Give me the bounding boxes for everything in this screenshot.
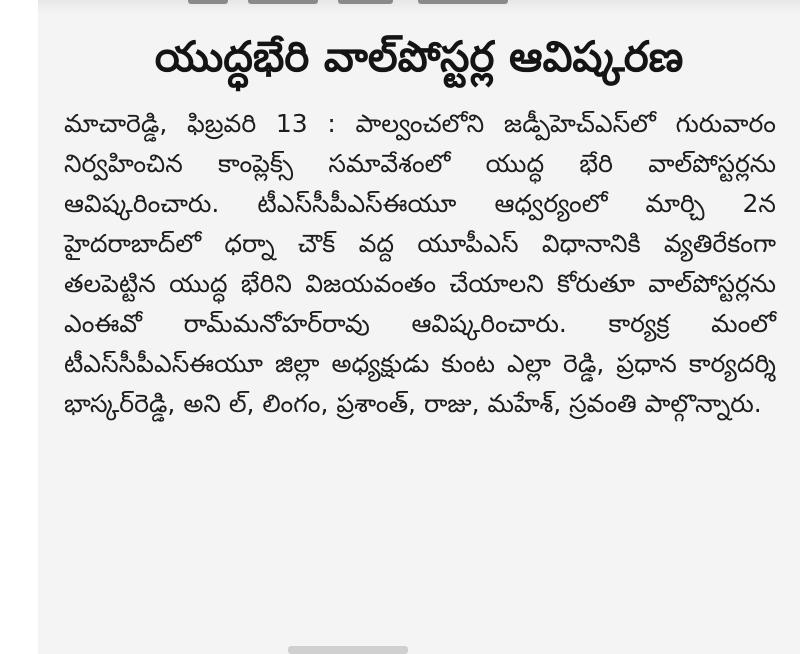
cropped-next-text bbox=[288, 646, 408, 654]
cropped-text-fragment bbox=[248, 0, 318, 4]
article-body: మాచారెడ్డి, ఫిబ్రవరి 13 : పాల్వంచలోని జడ్పీహెచ్‌ఎస్‌లో గురువారం నిర్వహించిన కాంప్లెక్స్ సమావేశంలో యుద్ధ భేరి వాల్‌పోస్టర్లను ఆవిష్కరించారు. టీఎస్‌సీపీఎస్‌ఈయూ ఆధ్వర్యంలో మార్చి 2న హైదరాబాద్‌లో ధర్నా చౌక్ వద్ద యూపీఎస్ విధానానికి వ్యతిరేకంగా తలపెట్టిన యుద్ధ భేరిని విజయవంతం చేయాలని కోరుతూ వాల్‌పోస్టర్లను ఎంఈవో రామ్‌మనోహర్‌రావు ఆవిష్కరించారు. కార్యక్ర మంలో టీఎస్‌సీపీఎస్‌ఈయూ జిల్లా అధ్యక్షుడు కుంట ఎల్లా రెడ్డి, ప్రధాన కార్యదర్శి భాస్కర్‌రెడ్డి, అని ల్, లింగం, ప్రశాంత్, రాజు, మహేశ్, స్రవంతి పాల్గొన్నారు. bbox=[64, 109, 776, 418]
cropped-text-fragment bbox=[338, 0, 393, 4]
newspaper-clipping bbox=[38, 0, 800, 654]
article-headline: యుద్ధభేరి వాల్‌పోస్టర్ల ఆవిష్కరణ bbox=[154, 32, 684, 81]
cropped-previous-text bbox=[38, 0, 800, 14]
cropped-text-fragment bbox=[418, 0, 508, 4]
cropped-text-fragment bbox=[188, 0, 228, 4]
